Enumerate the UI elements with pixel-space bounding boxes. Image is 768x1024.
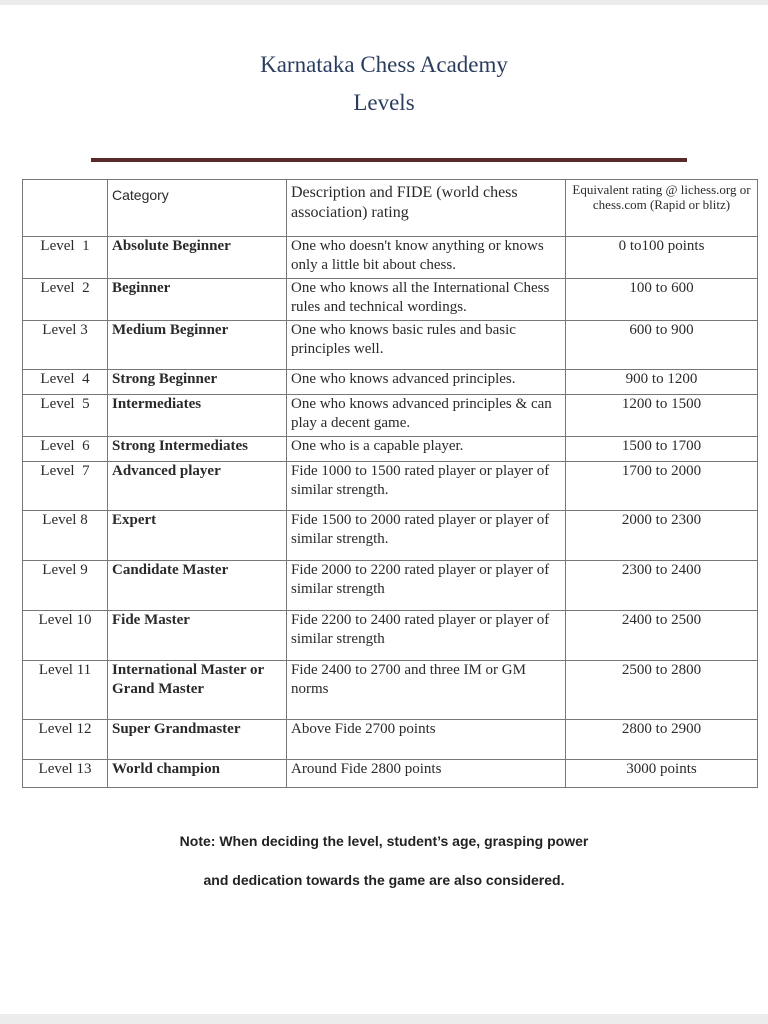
category-cell: Fide Master: [108, 611, 287, 661]
rating-cell: 1500 to 1700: [566, 437, 758, 462]
category-cell: Absolute Beginner: [108, 237, 287, 279]
table-row: [23, 611, 758, 661]
table-row: [23, 279, 758, 321]
description-cell: Around Fide 2800 points: [287, 760, 566, 788]
top-bar: [0, 0, 768, 5]
table-header-row: [23, 180, 758, 237]
bottom-bar: [0, 1014, 768, 1024]
level-cell: Level 5: [23, 395, 108, 437]
rating-cell: 2800 to 2900: [566, 720, 758, 760]
table-row: [23, 661, 758, 720]
category-cell: Beginner: [108, 279, 287, 321]
header-rating: Equivalent rating @ lichess.org or chess.com (Rapid or blitz): [566, 180, 758, 237]
table-row: [23, 720, 758, 760]
description-cell: One who is a capable player.: [287, 437, 566, 462]
description-cell: Fide 1000 to 1500 rated player or player of similar strength.: [287, 462, 566, 511]
category-cell: Expert: [108, 511, 287, 561]
category-cell: Super Grandmaster: [108, 720, 287, 760]
table-row: [23, 237, 758, 279]
table-row: [23, 437, 758, 462]
note-line-2: and dedication towards the game are also considered.: [203, 872, 565, 888]
rating-cell: 2000 to 2300: [566, 511, 758, 561]
table-row: [23, 561, 758, 611]
description-cell: One who knows basic rules and basic principles well.: [287, 321, 566, 370]
rating-cell: 2300 to 2400: [566, 561, 758, 611]
note-line-1: Note: When deciding the level, student’s age, grasping power: [179, 833, 589, 849]
header-level: [23, 180, 108, 237]
level-cell: Level 1: [23, 237, 108, 279]
level-cell: Level 2: [23, 279, 108, 321]
document-title: Karnataka Chess Academy: [260, 52, 508, 77]
rating-cell: 0 to100 points: [566, 237, 758, 279]
table-row: [23, 511, 758, 561]
level-cell: Level 11: [23, 661, 108, 720]
category-cell: Strong Intermediates: [108, 437, 287, 462]
level-cell: Level 13: [23, 760, 108, 788]
rating-cell: 2400 to 2500: [566, 611, 758, 661]
description-cell: One who knows all the International Chess rules and technical wordings.: [287, 279, 566, 321]
description-cell: One who knows advanced principles & can play a decent game.: [287, 395, 566, 437]
category-cell: World champion: [108, 760, 287, 788]
rating-cell: 3000 points: [566, 760, 758, 788]
category-cell: Intermediates: [108, 395, 287, 437]
level-cell: Level 12: [23, 720, 108, 760]
level-cell: Level 6: [23, 437, 108, 462]
rating-cell: 1200 to 1500: [566, 395, 758, 437]
rating-cell: 900 to 1200: [566, 370, 758, 395]
level-cell: Level 7: [23, 462, 108, 511]
rating-cell: 1700 to 2000: [566, 462, 758, 511]
document-subtitle: Levels: [353, 90, 415, 115]
category-cell: International Master or Grand Master: [108, 661, 287, 720]
level-cell: Level 3: [23, 321, 108, 370]
rating-cell: 2500 to 2800: [566, 661, 758, 720]
description-cell: Fide 2000 to 2200 rated player or player of similar strength: [287, 561, 566, 611]
table-row: [23, 370, 758, 395]
description-cell: One who knows advanced principles.: [287, 370, 566, 395]
description-cell: One who doesn't know anything or knows only a little bit about chess.: [287, 237, 566, 279]
level-cell: Level 10: [23, 611, 108, 661]
header-description: Description and FIDE (world chess association) rating: [287, 180, 566, 237]
category-cell: Candidate Master: [108, 561, 287, 611]
rating-cell: 600 to 900: [566, 321, 758, 370]
category-cell: Medium Beginner: [108, 321, 287, 370]
description-cell: Above Fide 2700 points: [287, 720, 566, 760]
header-category: Category: [108, 180, 287, 237]
description-cell: Fide 2400 to 2700 and three IM or GM norms: [287, 661, 566, 720]
table-row: [23, 760, 758, 788]
levels-table: [22, 179, 758, 788]
title-divider: [91, 158, 687, 162]
table-row: [23, 321, 758, 370]
table-row: [23, 462, 758, 511]
table-row: [23, 395, 758, 437]
level-cell: Level 8: [23, 511, 108, 561]
level-cell: Level 9: [23, 561, 108, 611]
rating-cell: 100 to 600: [566, 279, 758, 321]
level-cell: Level 4: [23, 370, 108, 395]
category-cell: Strong Beginner: [108, 370, 287, 395]
description-cell: Fide 2200 to 2400 rated player or player of similar strength: [287, 611, 566, 661]
description-cell: Fide 1500 to 2000 rated player or player of similar strength.: [287, 511, 566, 561]
category-cell: Advanced player: [108, 462, 287, 511]
